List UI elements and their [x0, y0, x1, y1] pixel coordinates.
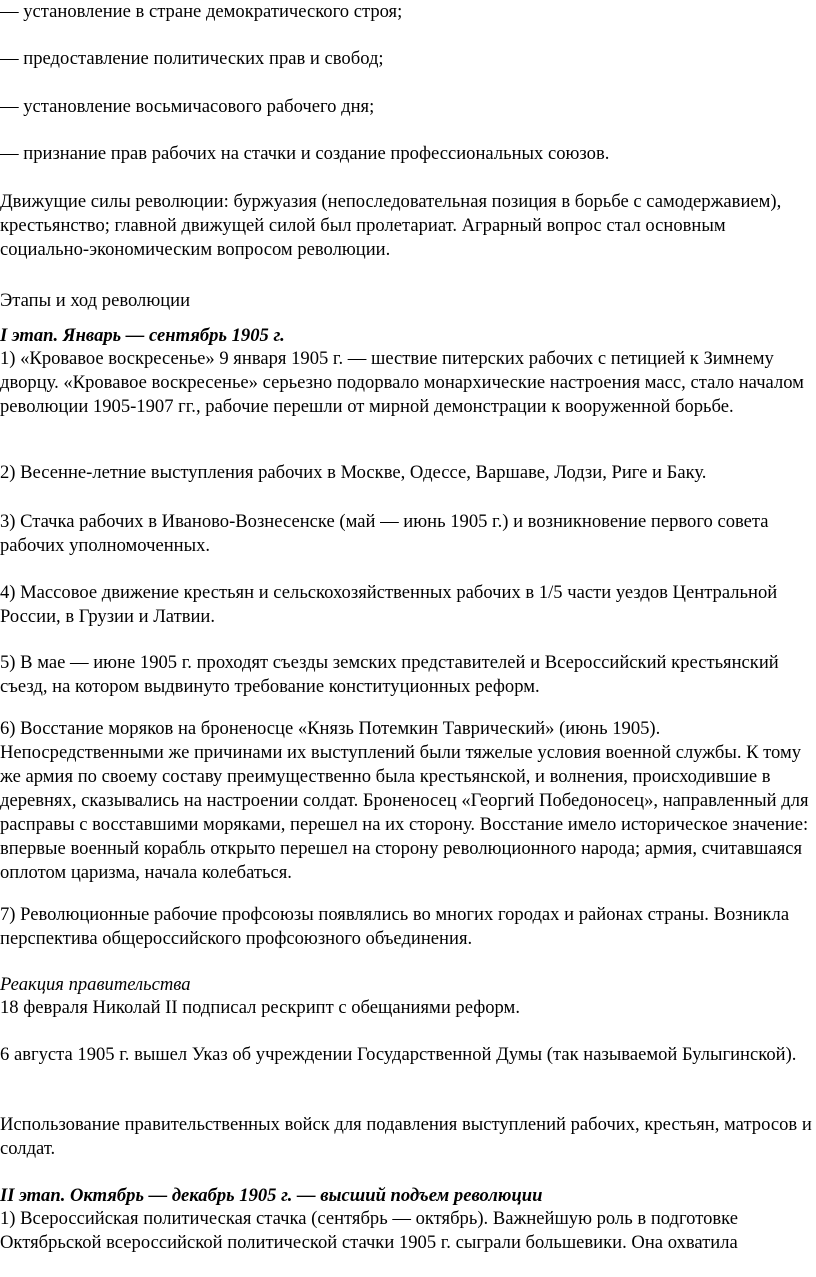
stage2-title: II этап. Октябрь — декабрь 1905 г. — высший подъем революции	[0, 1185, 543, 1206]
stages-heading: Этапы и ход революции	[0, 290, 191, 311]
goal-item: — установление восьмичасового рабочего дня;	[0, 96, 375, 117]
government-reaction-item: Использование правительственных войск для подавления выступлений рабочих, крестьян, матросов и солдат.	[0, 1114, 812, 1159]
stage1-title: I этап. Январь — сентябрь 1905 г.	[0, 325, 285, 346]
stage1-item: 4) Массовое движение крестьян и сельскохозяйственных рабочих в 1/5 части уездов Центральной России, в Грузии и Латвии.	[0, 582, 778, 627]
stage1-item: 1) «Кровавое воскресенье» 9 января 1905 г. — шествие питерских рабочих с петицией к Зимнему дворцу. «Кровавое воскресенье» серьезно подорвало монархические настроения масс, стало началом революции 1905-1907 гг., рабочие перешли от мирной демонстрации к вооруженной борьбе.	[0, 348, 804, 417]
stage2-item: 1) Всероссийская политическая стачка (сентябрь — октябрь). Важнейшую роль в подготовке Октябрьской всероссийской политической стачки 1905 г. сыграли большевики. Она охватила	[0, 1208, 738, 1253]
government-reaction-item: 6 августа 1905 г. вышел Указ об учреждении Государственной Думы (так называемой Булыгинской).	[0, 1044, 797, 1065]
driving-forces-paragraph: Движущие силы революции: буржуазия (непоследовательная позиция в борьбе с самодержавием), крестьянство; главной движущей силой был пролетариат. Аграрный вопрос стал основным социально-экономическим вопросом революции.	[0, 191, 782, 260]
goal-item: — предоставление политических прав и свобод;	[0, 48, 384, 69]
goal-item: — установление в стране демократического строя;	[0, 1, 403, 22]
stage1-item: 7) Революционные рабочие профсоюзы появлялись во многих городах и районах страны. Возникла перспектива общероссийского профсоюзного объединения.	[0, 904, 790, 949]
goal-item: — признание прав рабочих на стачки и создание профессиональных союзов.	[0, 143, 610, 164]
stage1-item: 5) В мае — июне 1905 г. проходят съезды земских представителей и Всероссийский крестьянский съезд, на котором выдвинуто требование конституционных реформ.	[0, 652, 779, 697]
government-reaction-title: Реакция правительства	[0, 974, 191, 995]
government-reaction-item: 18 февраля Николай II подписал рескрипт с обещаниями реформ.	[0, 997, 520, 1018]
stage1-item: 2) Весенне-летние выступления рабочих в Москве, Одессе, Варшаве, Лодзи, Риге и Баку.	[0, 462, 707, 483]
stage1-item: 6) Восстание моряков на броненосце «Князь Потемкин Таврический» (июнь 1905). Непосредственными же причинами их выступлений были тяжелые условия военной службы. К тому же армия по своему составу преимущественно была крестьянской, и волнения, происходившие в деревнях, сказывались на настроении солдат. Броненосец «Георгий Победоносец», направленный для расправы с восставшими моряками, перешел на их сторону. Восстание имело историческое значение: впервые военный корабль открыто перешел на сторону революционного народа; армия, считавшаяся оплотом царизма, начала колебаться.	[0, 718, 809, 883]
stage1-item: 3) Стачка рабочих в Иваново-Вознесенске (май — июнь 1905 г.) и возникновение первого совета рабочих уполномоченных.	[0, 511, 769, 556]
